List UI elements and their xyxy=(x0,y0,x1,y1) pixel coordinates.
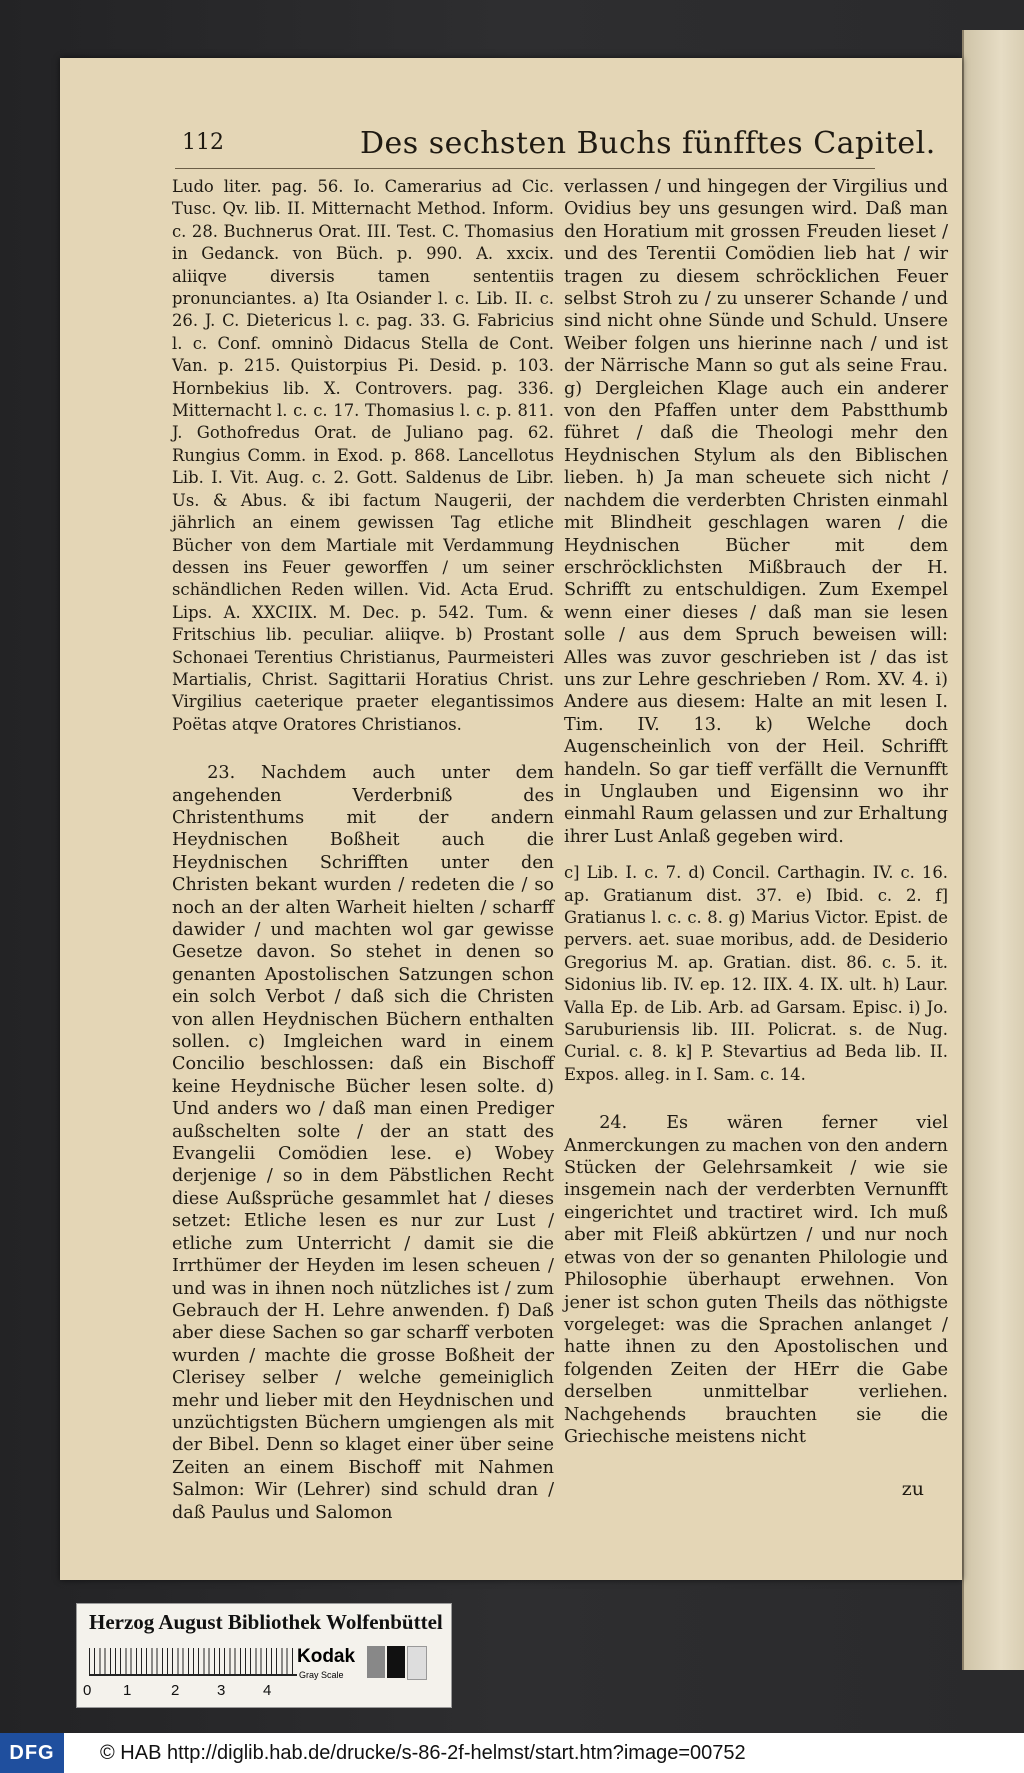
gray-patch-dark xyxy=(387,1646,405,1678)
gray-patch-mid xyxy=(367,1646,385,1678)
catchword: zu xyxy=(901,1478,924,1500)
library-name: Herzog August Bibliothek Wolfenbüttel xyxy=(89,1610,443,1634)
ruler-digit-0: 0 xyxy=(83,1682,92,1699)
kodak-brand: Kodak xyxy=(297,1646,356,1667)
paragraph-24: 24. Es wären ferner viel Anmerckungen zu machen von den andern Stücken der Gelehrsamkeit / wie sie insgemein nach der verderbten Vernunfft eingerichtet und tractiret wird. Ich muß aber mit Fleiß abkürtzen / und nur noch etwas von der so genanten Philologie und Philosophie überhaupt erwehnen. Von jener ist schon guten Theils das nöthigste vorgeleget: was die Sprachen anlanget / hatte ihnen zu den Apostolischen und folgenden Zeiten der HErr die Gabe derselben unmittelbar verliehen. Nachgehends brauchten sie die Griechische meistens nicht xyxy=(564,1113,948,1447)
book-page xyxy=(60,58,962,1580)
ruler-scale xyxy=(89,1648,297,1676)
copyright-url[interactable]: © HAB http://diglib.hab.de/drucke/s-86-2f-helmst/start.htm?image=00752 xyxy=(100,1741,746,1764)
running-head: Des sechsten Buchs fünfftes Capitel. xyxy=(360,126,936,161)
paragraph-23: 23. Nachdem auch unter dem angehenden Verderbniß des Christenthums mit der andern Heydnischen Boßheit auch die Heydnischen Schrifften unter den Christen bekant wurden / redeten die / so noch an der alten Warheit hielten / scharff dawider / und machten wol gar gewisse Gesetze davon. So stehet in denen so genanten Apostolischen Satzungen schon ein solch Verbot / daß sich die Christen von allen Heydnischen Büchern enthalten sollen. c) Imgleichen ward in einem Concilio beschlossen: daß ein Bischoff keine Heydnische Bücher lesen solte. d) Und anders wo / daß man einen Prediger außschelten solte / der an statt des Evangelii Comödien lese. e) Wobey derjenige / so in dem Päbstlichen Recht diese Außsprüche gesammlet hat / dieses setzet: Etliche lesen es nur zur Lust / etliche zum Unterricht / damit sie die Irrthümer der Heyden im lesen scheuen / und was in ihnen noch nützliches ist / zum Gebrauch der H. Lehre anwenden. f) Daß aber diese Sachen so gar scharff verboten wurden / machte die grosse Boßheit der Clerisey selber / welche gemeiniglich mehr und lieber mit den Heydnischen und unzüchtigsten Büchern umgiengen als mit der Bibel. Denn so klaget einer über seine Zeiten an einem Bischoff mit Nahmen Salmon: Wir (Lehrer) sind schuld dran / daß Paulus und Salomon xyxy=(172,763,554,1523)
library-color-card xyxy=(76,1603,452,1708)
ruler-digits xyxy=(83,1682,313,1702)
header-rule xyxy=(175,168,875,169)
ruler-digit-4: 4 xyxy=(263,1682,272,1699)
left-column xyxy=(172,176,554,1524)
right-footnotes: c] Lib. I. c. 7. d) Concil. Carthagin. IV. c. 16. ap. Gratianum dist. 37. e) Ibid. c. 2. f] Gratianus l. c. c. 8. g) Marius Victor. Epist. de pervers. aet. suae moribus, add. de Desiderio Gregorius M. ap. Gratian. dist. 86. c. 5. it. Sidonius lib. IV. ep. 12. IIX. 4. IX. ult. h) Laur. Valla Ep. de Lib. Arb. ad Garsam. Episc. i) Jo. Saruburiensis lib. III. Policrat. s. de Nug. Curial. c. 8. k] P. Stevartius ad Beda lib. II. Expos. alleg. in I. Sam. c. 14. xyxy=(564,863,948,1084)
left-notes: Ludo liter. pag. 56. Io. Camerarius ad Cic. Tusc. Qv. lib. II. Mitternacht Method. Inform. c. 28. Buchnerus Orat. III. Test. C. Thomasius in Gedanck. von Büch. p. 990. A. xxcix. aliiqve diversis tamen sententiis pronunciantes. a) Ita Osiander l. c. Lib. II. c. 26. J. C. Dietericus l. c. pag. 33. G. Fabricius l. c. Conf. omninò Didacus Stella de Cont. Van. p. 215. Quistorpius Pi. Desid. p. 103. Hornbekius lib. X. Controvers. pag. 336. Mitternacht l. c. c. 17. Thomasius l. c. p. 811. J. Gothofredus Orat. de Juliano pag. 62. Rungius Comm. in Exod. p. 868. Lancellotus Lib. I. Vit. Aug. c. 2. Gott. Saldenus de Libr. Us. & Abus. & ibi factum Naugerii, der jährlich an einem gewissen Tag etliche Bücher von dem Martiale mit Verdammung dessen ins Feuer geworffen / um seiner schändlichen Reden willen. Vid. Acta Erud. Lips. A. XXCIIX. M. Dec. p. 542. Tum. & Fritschius lib. peculiar. aliiqve. b) Prostant Schonaei Terentius Christianus, Paurmeisteri Martialis, Christ. Sagittarii Horatius Christ. Virgilius caeterique praeter elegantissimos Poëtas atqve Oratores Christianos. xyxy=(172,177,554,734)
ruler-digit-2: 2 xyxy=(171,1682,180,1699)
ruler-digit-1: 1 xyxy=(123,1682,132,1699)
ruler-digit-3: 3 xyxy=(217,1682,226,1699)
right-column xyxy=(564,176,948,1448)
next-page-edge xyxy=(962,30,1024,1670)
right-paragraph-continued: verlassen / und hingegen der Virgilius und Ovidius bey uns gesungen wird. Daß man den Horatium mit grossen Freuden lieset / und des Terentii Comödien lieb hat / wir tragen zu diesem schröcklichen Feuer selbst Stroh zu / zu unserer Schande / und sind nicht ohne Sünde und Schuld. Unsere Weiber folgen uns hierinne nach / und ist der Närrische Mann so gut als seine Frau. g) Dergleichen Klage auch ein anderer von den Pfaffen unter dem Pabstthumb führet / daß die Theologi mehr den Heydnischen Stylum als den Biblischen lieben. h) Ja man scheuete sich nicht / nachdem die verderbten Christen einmahl mit Blindheit geschlagen waren / die Heydnischen Bücher mit dem erschröcklichsten Mißbrauch der H. Schrifft zu entschuldigen. Zum Exempel wenn einer dieses / daß man sie lesen solle / aus dem Spruch beweisen will: Alles was zuvor geschrieben ist / das ist uns zur Lehre geschrieben / Rom. XV. 4. i) Andere aus diesem: Halte an mit lesen I. Tim. IV. 13. k) Welche doch Augenscheinlich von der Heil. Schrifft handeln. So gar tieff verfällt die Vernunfft in Unglauben und Eigensinn wo ihr einmahl Raum gelassen und zur Erhaltung ihrer Lust Anlaß gegeben wird. xyxy=(564,177,948,847)
dfg-logo: DFG xyxy=(0,1733,64,1773)
kodak-gray-scale-label: Gray Scale xyxy=(299,1670,344,1680)
gray-patch-light xyxy=(407,1646,427,1680)
footer-bar xyxy=(0,1733,1024,1773)
page-number: 112 xyxy=(182,130,224,155)
